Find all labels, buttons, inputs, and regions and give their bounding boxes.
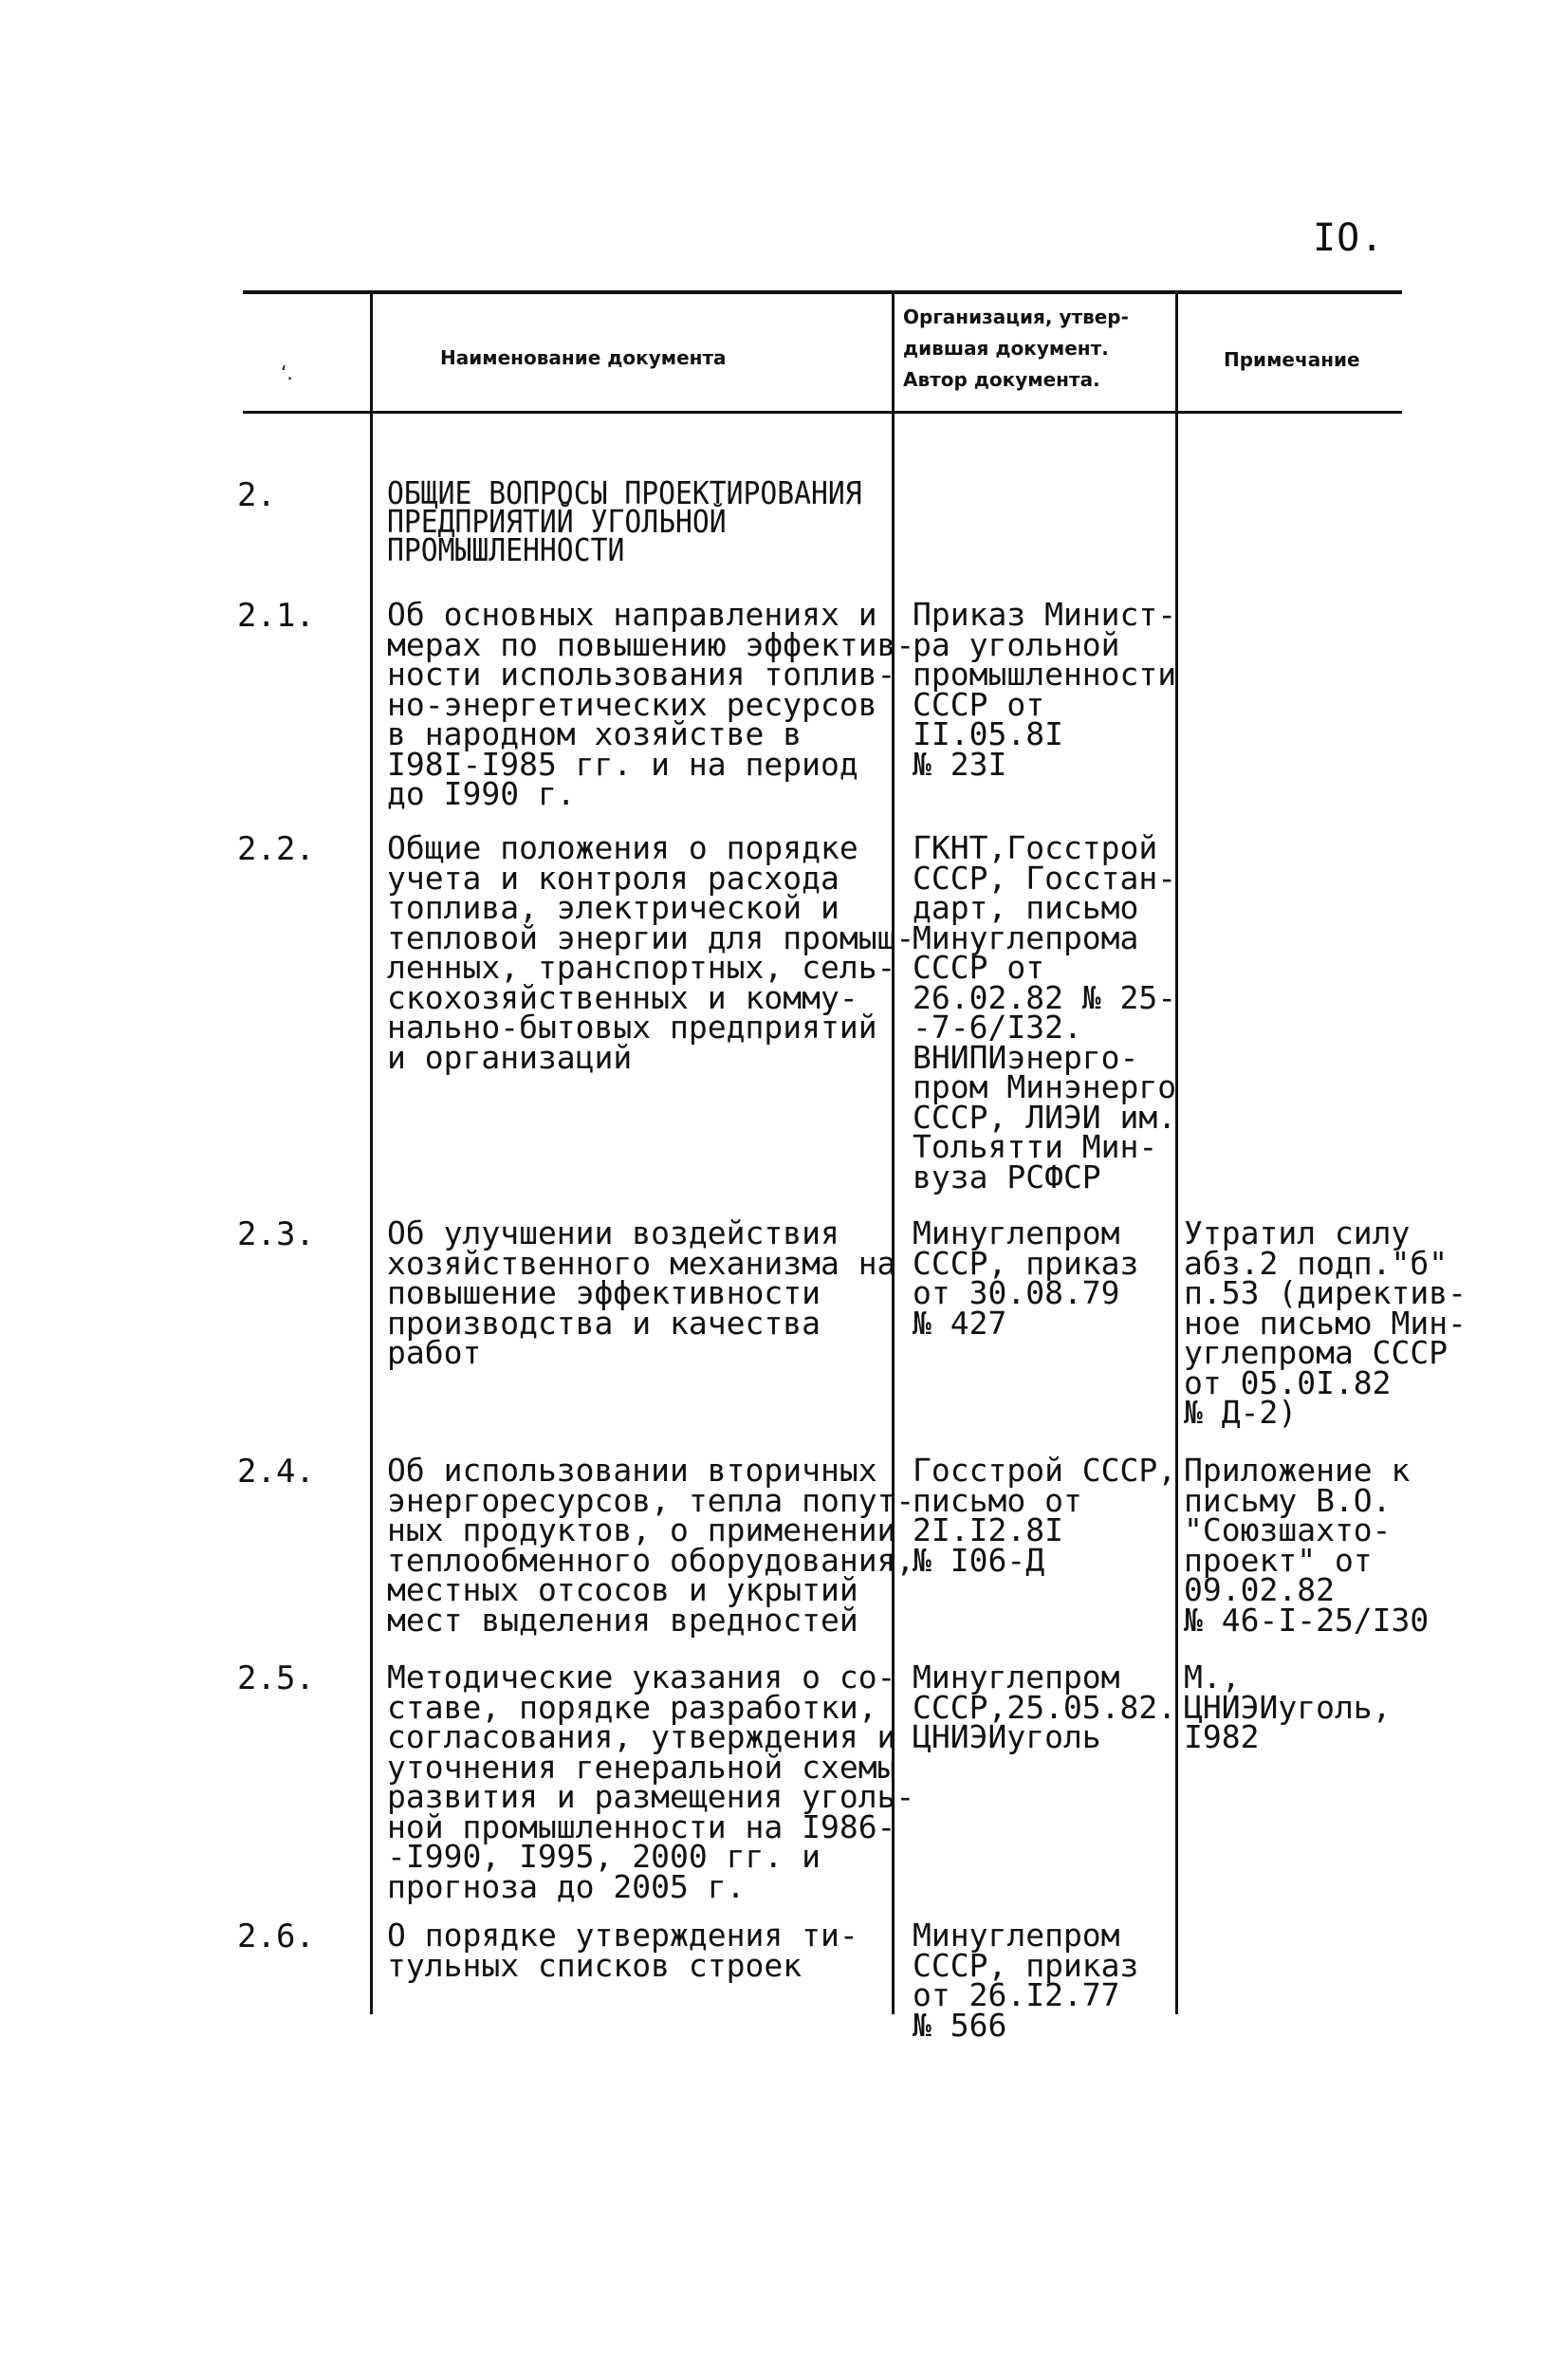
header-organization: Организация, утвер- дившая документ. Автор документа. [903, 306, 1129, 391]
row-number: 2.3. [237, 1215, 315, 1253]
row-number: 2.6. [237, 1918, 315, 1955]
page-number: IO. [1313, 216, 1385, 260]
table-top-rule [243, 290, 1402, 294]
document-name: Об использовании вторичных энергоресурсов, тепла попут- ных продуктов, о применении теплообменного оборудования, местных отсосов и укрытий мест выделения вредностей [387, 1452, 915, 1639]
organization: Госстрой СССР, письмо от 2I.I2.8I № I06-Д [913, 1452, 1177, 1579]
column-divider-1 [370, 292, 373, 2014]
row-number: 2.2. [237, 830, 315, 868]
document-name: Об основных направлениях и мерах по повышению эффектив- ности использования топлив- но-энергетических ресурсов в народном хозяйстве в I98I-I985 гг. и на период до I990 г. [387, 596, 915, 812]
organization: Минуглепром СССР, приказ от 26.I2.77 № 566 [913, 1917, 1139, 2044]
organization: Приказ Минист- ра угольной промышленности СССР от II.05.8I № 23I [913, 596, 1177, 783]
section-title: ОБЩИЕ ВОПРОСЫ ПРОЕКТИРОВАНИЯ ПРЕДПРИЯТИЙ УГОЛЬНОЙ ПРОМЫШЛЕННОСТИ [387, 474, 862, 568]
row-number: 2.5. [237, 1659, 315, 1697]
note: Приложение к письму В.О. "Союзшахто- проект" от 09.02.82 № 46-I-25/I30 [1184, 1452, 1430, 1639]
organization: ГКНТ,Госстрой СССР, Госстан- дарт, письмо Минуглепрома СССР от 26.02.82 № 25- -7-6/I32. ВНИПИэнерго- пром Минэнерго СССР, ЛИЭИ им. Тольятти Мин- вуза РСФСР [913, 829, 1177, 1195]
header-note: Примечание [1224, 348, 1360, 371]
document-name: Об улучшении воздействия хозяйственного механизма на повышение эффективности производства и качества работ [387, 1214, 896, 1371]
row-number: 2.1. [237, 597, 315, 635]
row-number: 2.4. [237, 1453, 315, 1491]
row-number: 2. [237, 476, 276, 514]
note: М., ЦНИЭИуголь, I982 [1184, 1658, 1392, 1755]
header-document-name: Наименование документа [440, 346, 727, 369]
document-name: Методические указания о со- ставе, порядке разработки, согласования, утверждения и уточнения генеральной схемы развития и размещения уголь- ной промышленности на I986- -I990, I995, 2000 гг. и прогноза до 2005 г. [387, 1658, 915, 1905]
organization: Минуглепром СССР,25.05.82. ЦНИЭИуголь [913, 1658, 1177, 1755]
note: Утратил силу абз.2 подп."б" п.53 (директив- ное письмо Мин- углепрома СССР от 05.0I.82 № Д-2) [1184, 1214, 1467, 1431]
table-header-rule [243, 411, 1402, 414]
organization: Минуглепром СССР, приказ от 30.08.79 № 427 [913, 1214, 1139, 1342]
header-num: ‘. [281, 361, 293, 384]
document-name: Общие положения о порядке учета и контроля расхода топлива, электрической и тепловой энергии для промыш- ленных, транспортных, сель- скохозяйственных и комму- нально-бытовых предприятий и организаций [387, 829, 915, 1076]
document-name: О порядке утверждения ти- тульных списков строек [387, 1917, 858, 1984]
